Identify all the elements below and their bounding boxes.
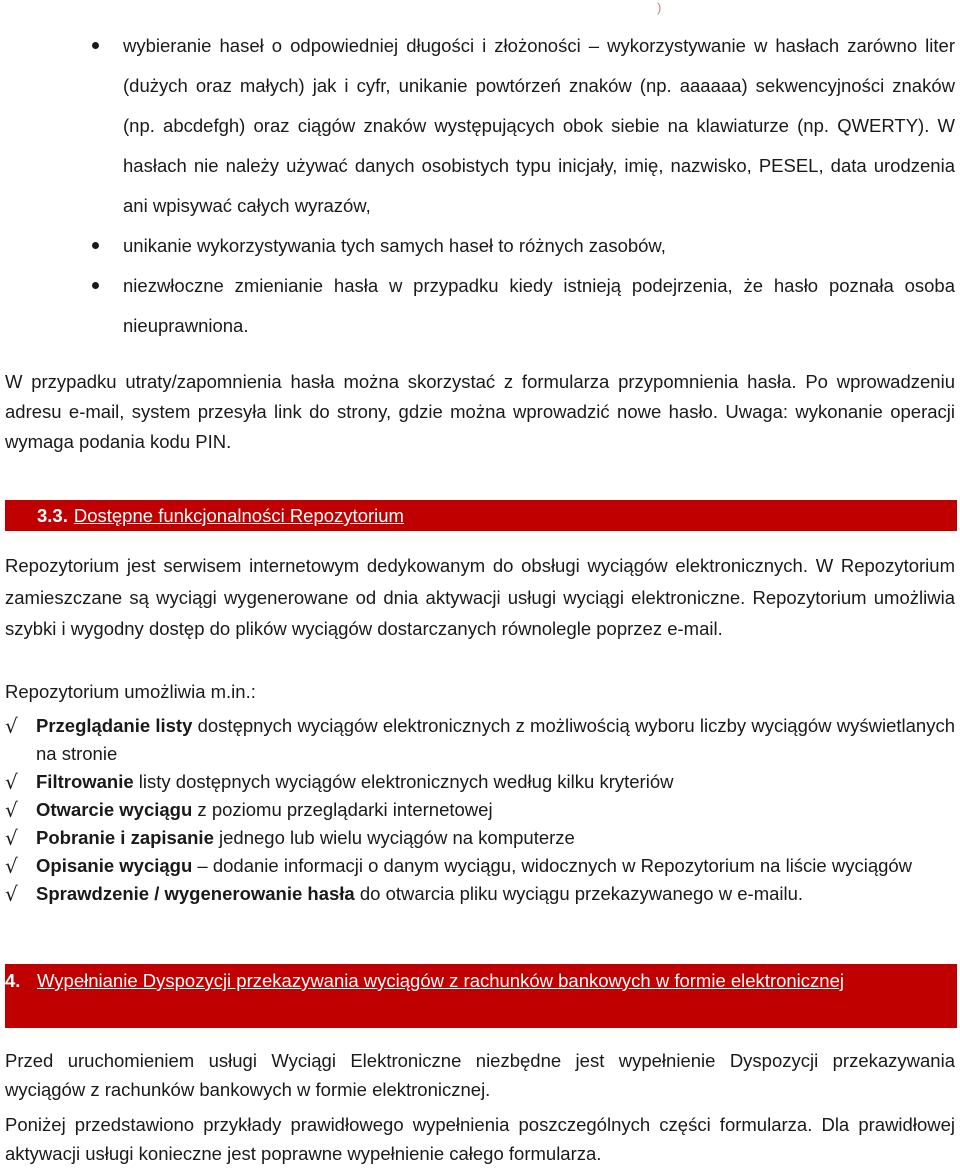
check-icon: √ (5, 854, 18, 878)
repository-description-paragraph: Repozytorium jest serwisem internetowym dedykowanym do obsługi wyciągów elektronicznych. W Repozytorium zamieszczane są wyciągi wygenerowane od dnia aktywacji usługi wyciągi elektroniczne. Repozytorium umożliwia szybki i wygodny dostęp do plików wyciągów dostarczanych równolegle poprzez e-mail. (5, 555, 955, 639)
repository-lead-text: Repozytorium umożliwia m.in.: (5, 681, 256, 702)
list-item (0, 226, 955, 266)
list-item (0, 26, 955, 226)
check-icon: √ (5, 770, 18, 794)
password-recovery-paragraph: W przypadku utraty/zapomnienia hasła można skorzystać z formularza przypomnienia hasła. Po wprowadzeniu adresu e-mail, system przesyła link do strony, gdzie można wprowadzić nowe hasło. Uwaga: wykonanie operacji wymaga podania kodu PIN. (5, 371, 955, 452)
list-item (0, 266, 955, 346)
repository-features-list (5, 712, 955, 908)
bullet-icon (92, 242, 99, 249)
section-number: 4. (5, 970, 21, 991)
password-rules-list (0, 26, 955, 346)
feature-description: z poziomu przeglądarki internetowej (192, 799, 493, 820)
feature-description: do otwarcia pliku wyciągu przekazywanego w e-mailu. (354, 883, 804, 904)
check-icon: √ (5, 882, 18, 906)
list-item (5, 824, 955, 852)
feature-description: – dodanie informacji o danym wyciągu, widocznych w Repozytorium na liście wyciągów (192, 855, 913, 876)
section-number: 3.3. (37, 505, 68, 526)
list-item (5, 796, 955, 824)
bullet-text: wybieranie haseł o odpowiedniej długości i złożoności – wykorzystywanie w hasłach zarówno liter (dużych oraz małych) jak i cyfr, unikanie powtórzeń znaków (np. aaaaaa) sekwencyjności znaków (np. abcdefgh) oraz ciągów znaków występujących obok siebie na klawiaturze (np. QWERTY). W hasłach nie należy używać danych osobistych typu inicjały, imię, nazwisko, PESEL, data urodzenia ani wpisywać całych wyrazów, (123, 35, 955, 216)
list-item (5, 712, 955, 768)
feature-name: Opisanie wyciągu (36, 855, 193, 876)
list-item (5, 768, 955, 796)
list-item (5, 880, 955, 908)
feature-name: Otwarcie wyciągu (36, 799, 193, 820)
section-heading-3-3 (5, 500, 957, 531)
check-icon: √ (5, 714, 18, 738)
bullet-icon (92, 282, 99, 289)
feature-description: dostępnych wyciągów elektronicznych z możliwością wyboru liczby wyciągów wyświetlanych na stronie (36, 715, 955, 764)
bullet-icon (92, 42, 99, 49)
examples-paragraph: Poniżej przedstawiono przykłady prawidłowego wypełnienia poszczególnych części formularza. Dla prawidłowej aktywacji usługi konieczne jest poprawne wypełnienie całego formularza. (5, 1114, 955, 1164)
list-item (5, 852, 955, 880)
feature-name: Pobranie i zapisanie (36, 827, 214, 848)
check-icon: √ (5, 798, 18, 822)
bullet-text: niezwłoczne zmienianie hasła w przypadku kiedy istnieją podejrzenia, że hasło poznała osoba nieuprawniona. (123, 275, 955, 336)
section-heading-4 (5, 964, 957, 1028)
feature-description: listy dostępnych wyciągów elektronicznych według kilku kryteriów (133, 771, 674, 792)
bullet-text: unikanie wykorzystywania tych samych haseł to różnych zasobów, (123, 235, 666, 256)
top-page-mark: ) (657, 0, 662, 15)
feature-description: jednego lub wielu wyciągów na komputerze (213, 827, 575, 848)
check-icon: √ (5, 826, 18, 850)
feature-name: Filtrowanie (36, 771, 134, 792)
section-title: Wypełnianie Dyspozycji przekazywania wyciągów z rachunków bankowych w formie elektronicznej (37, 970, 844, 991)
disposition-paragraph: Przed uruchomieniem usługi Wyciągi Elektroniczne niezbędne jest wypełnienie Dyspozycji przekazywania wyciągów z rachunków bankowych w formie elektronicznej. (5, 1050, 955, 1100)
feature-name: Przeglądanie listy (36, 715, 193, 736)
feature-name: Sprawdzenie / wygenerowanie hasła (36, 883, 355, 904)
section-title: Dostępne funkcjonalności Repozytorium (73, 505, 404, 526)
